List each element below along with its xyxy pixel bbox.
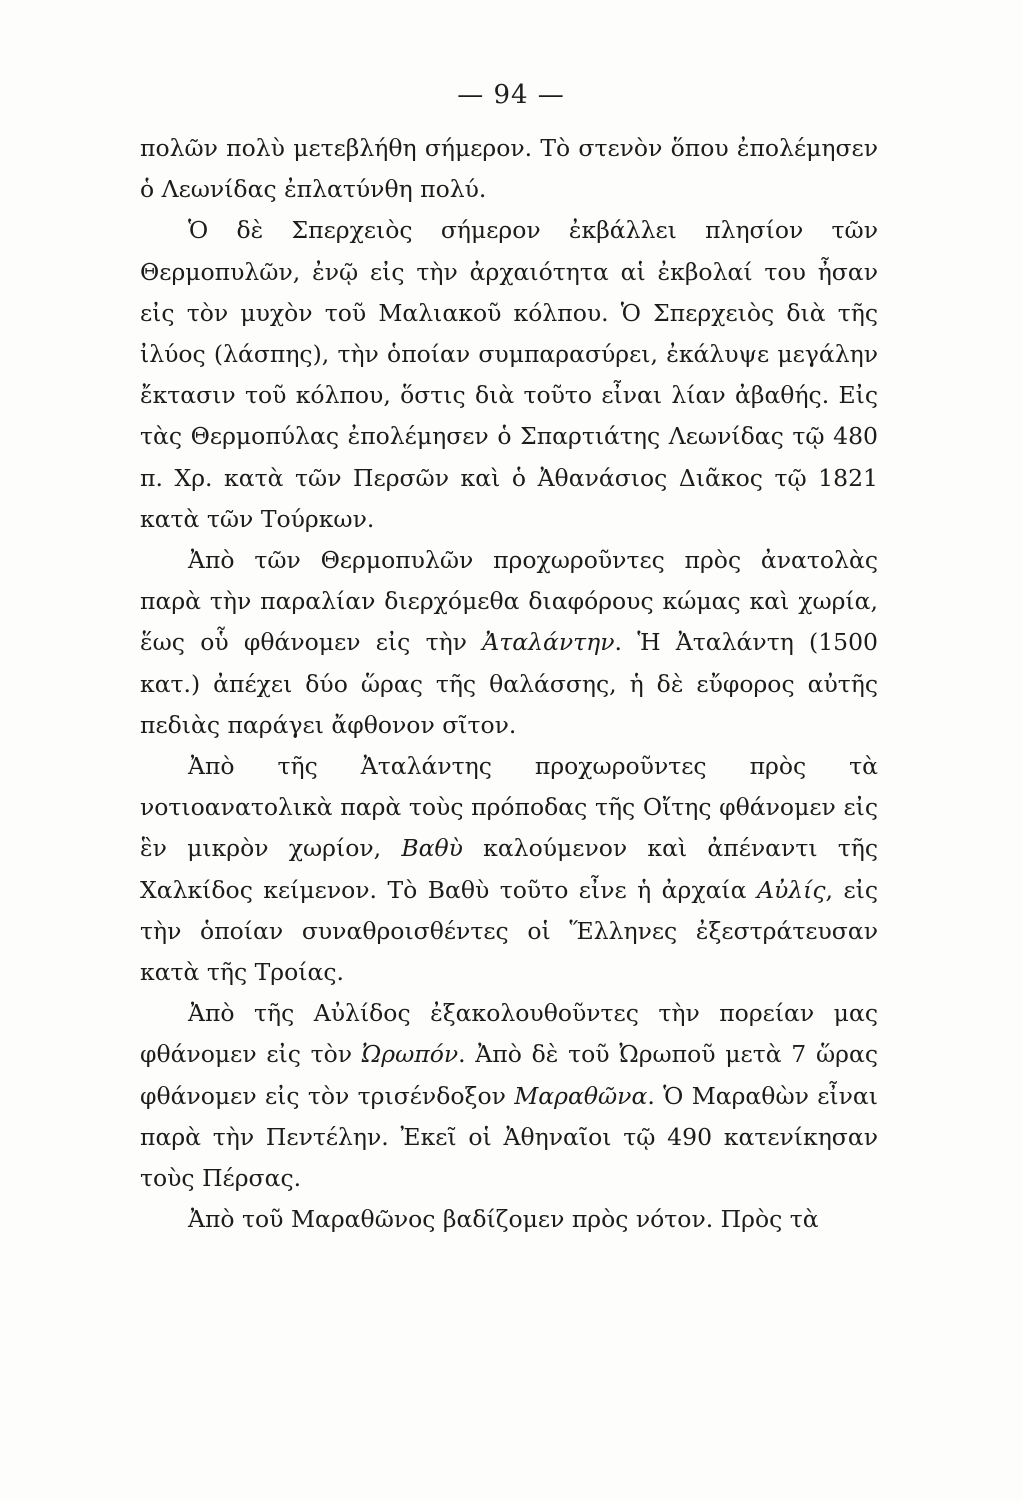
text-run: . Ἀπὸ δὲ τοῦ Ὠρωποῦ μετὰ 7 ὥρας φθάνομεν εἰς τὸν τρισένδοξον bbox=[140, 1040, 878, 1110]
emphasized-text: Βαθὺ bbox=[401, 834, 463, 863]
text-run: πολῶν πολὺ μετεβλήθη σήμερον. Τὸ στενὸν ὅπου ἐπολέμησεν ὁ Λεωνίδας ἐπλατύνθη πολύ. bbox=[140, 134, 878, 204]
emphasized-text: Ὠρωπόν bbox=[361, 1040, 459, 1069]
paragraph bbox=[140, 128, 878, 210]
text-run: καλούμενον καὶ ἀπέναντι τῆς Χαλκίδος κείμενον. Τὸ Βαθὺ τοῦτο εἶνε ἡ ἀρχαία bbox=[140, 834, 878, 904]
text-run: Ἀπὸ τοῦ Μαραθῶνος βαδίζομεν πρὸς νότον. Πρὸς τὰ bbox=[188, 1205, 819, 1234]
text-run: . Ὁ Μαραθὼν εἶναι παρὰ τὴν Πεντέλην. Ἐκεῖ οἱ Ἀθηναῖοι τῷ 490 κατενίκησαν τοὺς Πέρσας. bbox=[140, 1081, 879, 1193]
emphasized-text: Μαραθῶνα bbox=[514, 1081, 648, 1110]
paragraph bbox=[140, 1199, 878, 1240]
text-run: , εἰς τὴν ὁποίαν συναθροισθέντες οἱ Ἕλληνες ἐξεστράτευσαν κατὰ τῆς Τροίας. bbox=[140, 875, 878, 987]
paragraph bbox=[140, 746, 878, 993]
text-run: . Ἡ Ἀταλάντη (1500 κατ.) ἀπέχει δύο ὥρας τῆς θαλάσσης, ἡ δὲ εὔφορος αὐτῆς πεδιὰς παράγει ἄφθονον σῖτον. bbox=[140, 628, 879, 739]
paragraph bbox=[140, 540, 878, 746]
page-number: — 94 — bbox=[457, 80, 565, 110]
paragraph bbox=[140, 210, 878, 540]
text-run: Ἀπὸ τῆς Αὐλίδος ἐξακολουθοῦντες τὴν πορείαν μας φθάνομεν εἰς τὸν bbox=[140, 999, 878, 1069]
text-run: Ὁ δὲ Σπερχειὸς σήμερον ἐκβάλλει πλησίον τῶν Θερμοπυλῶν, ἐνῷ εἰς τὴν ἀρχαιότητα αἱ ἐκβολαί του ἦσαν εἰς τὸν μυχὸν τοῦ Μαλιακοῦ κόλπου. Ὁ Σπερχειὸς διὰ τῆς ἰλύος (λάσπης), τὴν ὁποίαν συμπαρασύρει, ἐκάλυψε μεγάλην ἔκτασιν τοῦ κόλπου, ὅστις διὰ τοῦτο εἶναι λίαν ἀβαθής. Εἰς τὰς Θερμοπύλας ἐπολέμησεν ὁ Σπαρτιάτης Λεωνίδας τῷ 480 π. Χρ. κατὰ τῶν Περσῶν καὶ ὁ Ἀθανάσιος Διᾶκος τῷ 1821 κατὰ τῶν Τούρκων. bbox=[140, 216, 878, 533]
text-run: Ἀπὸ τῶν Θερμοπυλῶν προχωροῦντες πρὸς ἀνατολὰς παρὰ τὴν παραλίαν διερχόμεθα διαφόρους κώμας καὶ χωρία, ἕως οὗ φθάνομεν εἰς τὴν bbox=[140, 546, 878, 657]
emphasized-text: Ἀταλάντην bbox=[482, 628, 615, 657]
paragraph bbox=[140, 993, 878, 1199]
text-run: Ἀπὸ τῆς Ἀταλάντης προχωροῦντες πρὸς τὰ νοτιοανατολικὰ παρὰ τοὺς πρόποδας τῆς Οἴτης φθάνομεν εἰς ἓν μικρὸν χωρίον, bbox=[140, 752, 878, 863]
emphasized-text: Αὐλίς bbox=[756, 875, 826, 904]
body-text bbox=[140, 128, 878, 1240]
